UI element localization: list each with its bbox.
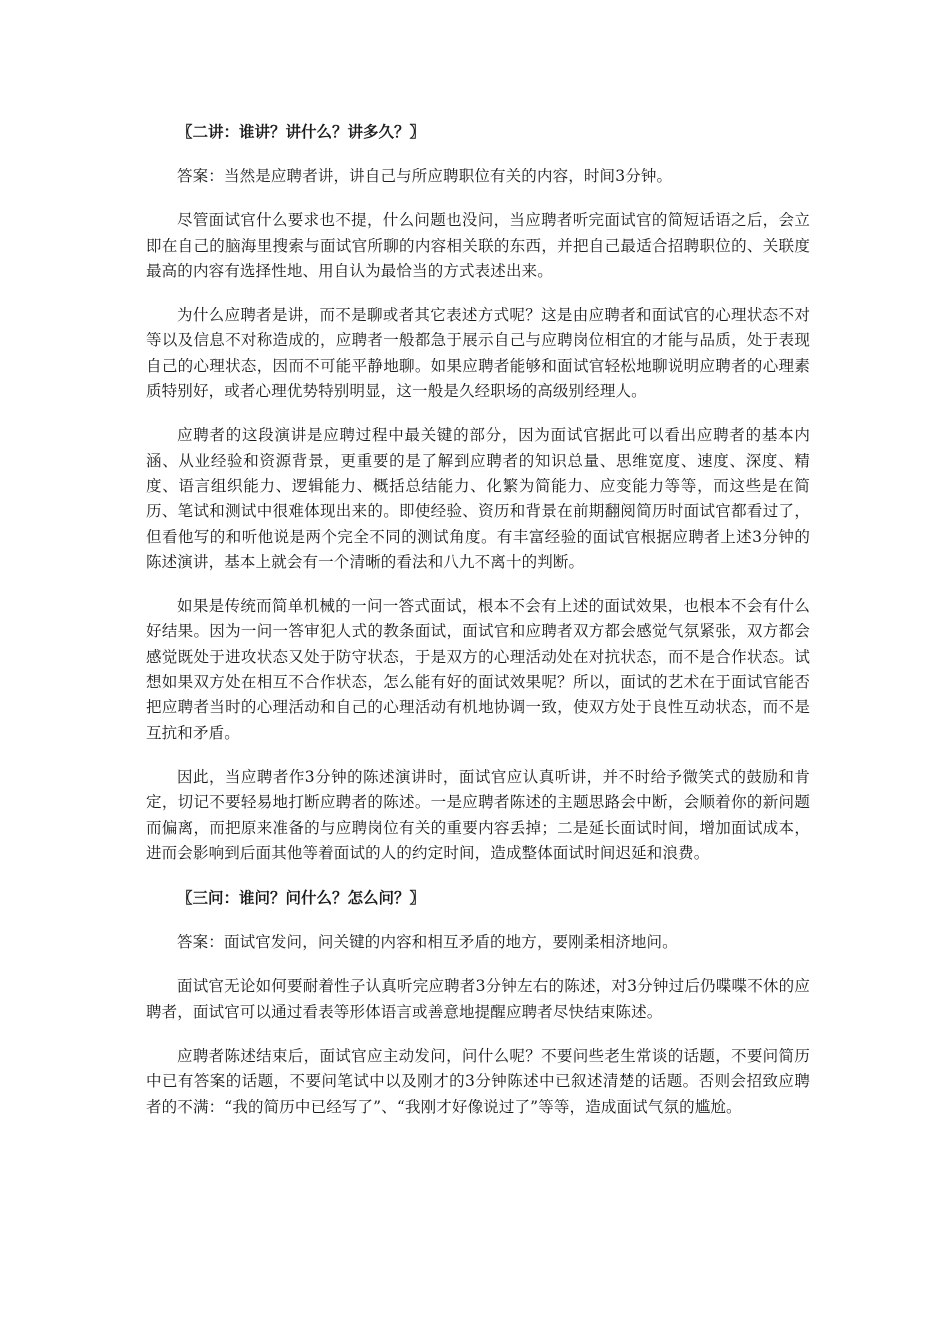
section-heading-two-talks: 〖二讲：谁讲？讲什么？讲多久？〗: [177, 122, 426, 141]
body-paragraph: 因此，当应聘者作3分钟的陈述演讲时，面试官应认真听讲，并不时给予微笑式的鼓励和肯定，切记不要轻易地打断应聘者的陈述。一是应聘者陈述的主题思路会中断，会顺着你的新问题而偏离，而把原来准备的与应聘岗位有关的重要内容丢掉；二是延长面试时间，增加面试成本，进而会影响到后面其他等着面试的人的约定时间，造成整体面试时间迟延和浪费。: [146, 767, 810, 862]
section-heading-three-questions: 〖三问：谁问？问什么？怎么问？〗: [177, 888, 426, 908]
body-paragraph: 应聘者陈述结束后，面试官应主动发问，问什么呢？不要问些老生常谈的话题，不要问简历中已有答案的话题，不要问笔试中以及刚才的3分钟陈述中已叙述清楚的话题。否则会招致应聘者的不满：“我的简历中已经写了”、“我刚才好像说过了”等等，造成面试气氛的尴尬。: [146, 1047, 810, 1116]
body-paragraph: 为什么应聘者是讲，而不是聊或者其它表述方式呢？这是由应聘者和面试官的心理状态不对等以及信息不对称造成的，应聘者一般都急于展示自己与应聘岗位相宜的才能与品质，处于表现自己的心理状态，因而不可能平静地聊。如果应聘者能够和面试官轻松地聊说明应聘者的心理素质特别好，或者心理优势特别明显，这一般是久经职场的高级别经理人。: [146, 306, 810, 401]
document-body: [146, 119, 810, 1139]
answer-paragraph: 答案：面试官发问，问关键的内容和相互矛盾的地方，要刚柔相济地问。: [177, 933, 678, 952]
body-paragraph: 应聘者的这段演讲是应聘过程中最关键的部分，因为面试官据此可以看出应聘者的基本内涵、从业经验和资源背景，更重要的是了解到应聘者的知识总量、思维宽度、速度、深度、精度、语言组织能力、逻辑能力、概括总结能力、化繁为简能力、应变能力等等，而这些是在简历、笔试和测试中很难体现出来的。即使经验、资历和背景在前期翻阅简历时面试官都看过了，但看他写的和听他说是两个完全不同的测试角度。有丰富经验的面试官根据应聘者上述3分钟的陈述演讲，基本上就会有一个清晰的看法和八九不离十的判断。: [146, 426, 810, 571]
answer-paragraph: 答案：当然是应聘者讲，讲自己与所应聘职位有关的内容，时间3分钟。: [177, 167, 673, 185]
body-paragraph: 如果是传统而简单机械的一问一答式面试，根本不会有上述的面试效果，也根本不会有什么好结果。因为一问一答审犯人式的教条面试，面试官和应聘者双方都会感觉气氛紧张，双方都会感觉既处于进攻状态又处于防守状态，于是双方的心理活动处在对抗状态，而不是合作状态。试想如果双方处在相互不合作状态，怎么能有好的面试效果呢？所以，面试的艺术在于面试官能否把应聘者当时的心理活动和自己的心理活动有机地协调一致，使双方处于良性互动状态，而不是互抗和矛盾。: [146, 597, 810, 742]
body-paragraph: 尽管面试官什么要求也不提，什么问题也没问，当应聘者听完面试官的简短话语之后，会立即在自己的脑海里搜索与面试官所聊的内容相关联的东西，并把自己最适合招聘职位的、关联度最高的内容有选择性地、用自认为最恰当的方式表述出来。: [146, 211, 810, 280]
body-paragraph: 面试官无论如何要耐着性子认真听完应聘者3分钟左右的陈述，对3分钟过后仍喋喋不休的应聘者，面试官可以通过看表等形体语言或善意地提醒应聘者尽快结束陈述。: [146, 977, 810, 1021]
